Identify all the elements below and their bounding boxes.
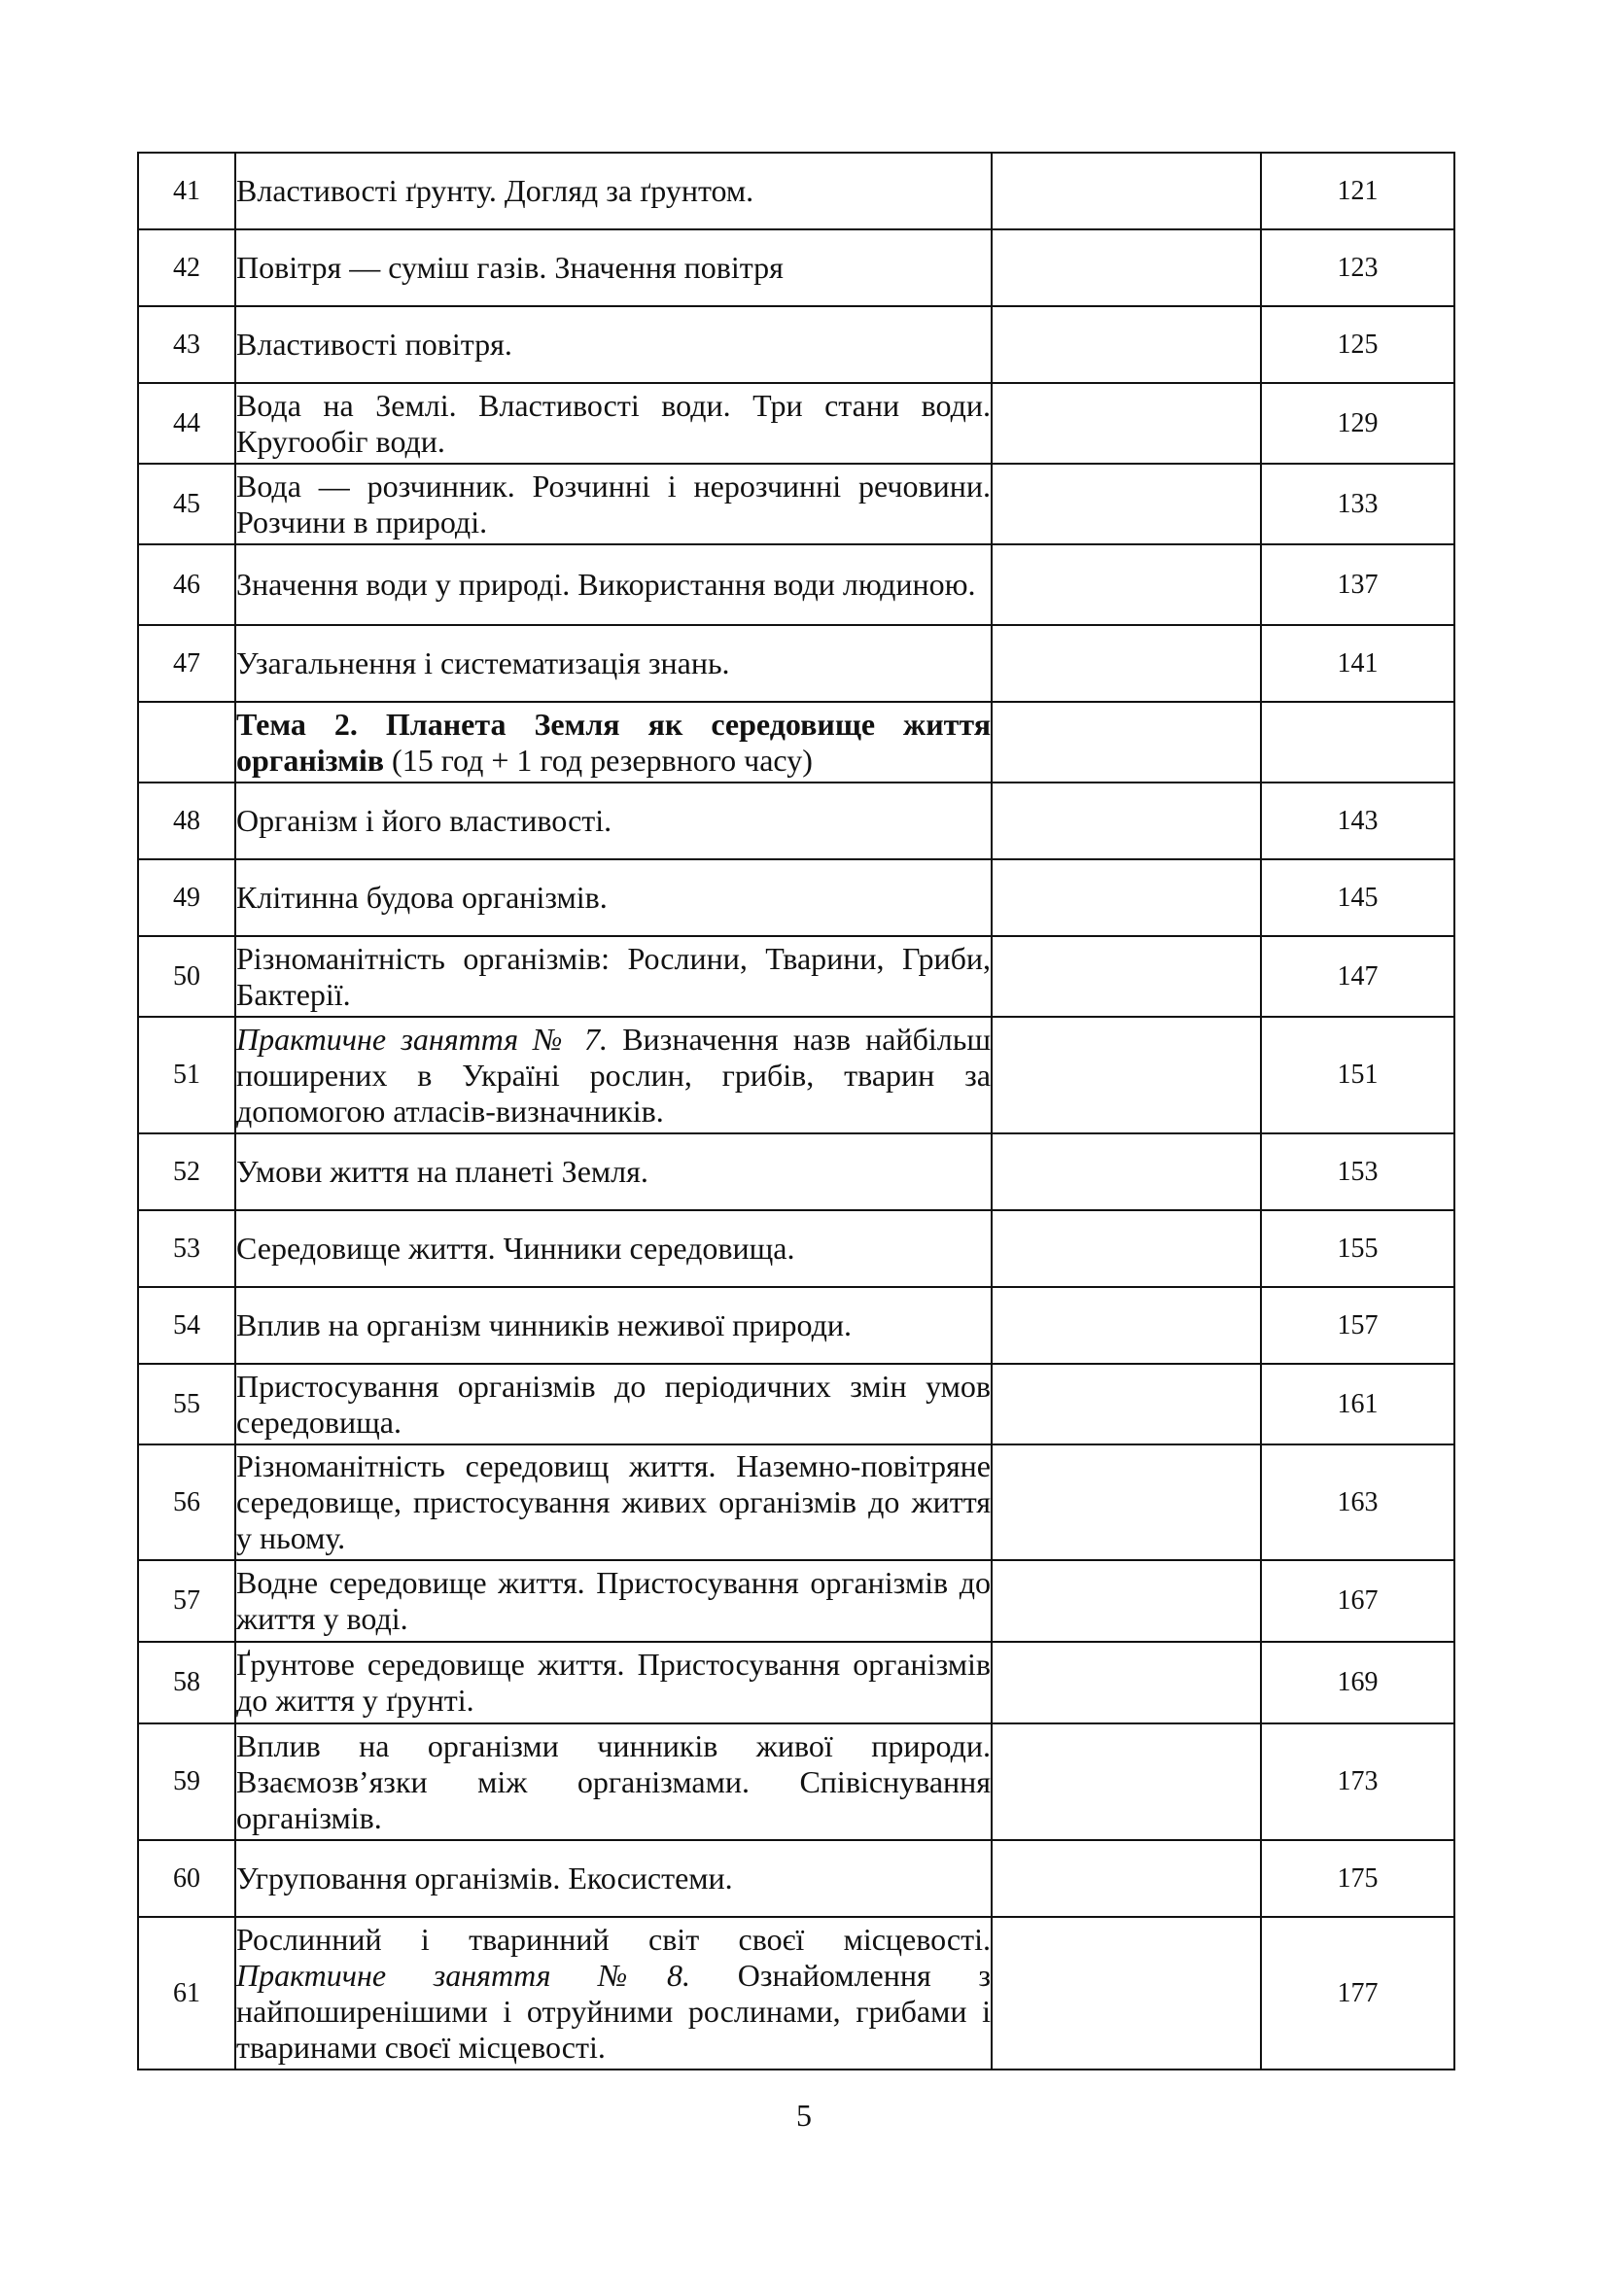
lesson-number: 44 [138,383,235,464]
lesson-number: 56 [138,1444,235,1560]
notes-cell [992,1210,1261,1287]
lesson-title: Значення води у природі. Використання води людиною. [235,544,992,625]
notes-cell [992,1560,1261,1642]
lesson-number: 42 [138,229,235,306]
lesson-number: 45 [138,464,235,544]
lesson-number: 51 [138,1017,235,1133]
lesson-title: Вплив на організм чинників неживої природи. [235,1287,992,1364]
page-ref: 143 [1261,783,1454,859]
page-ref: 177 [1261,1917,1454,2070]
lesson-title: Ґрунтове середовище життя. Пристосування організмів до життя у ґрунті. [235,1642,992,1723]
table-row [138,1917,1454,2070]
lesson-title-start: Рослинний і тваринний світ своєї місцевості. [236,1921,991,1957]
practical-label: Практичне заняття № 7. [236,1021,608,1057]
notes-cell [992,1723,1261,1840]
page-ref: 163 [1261,1444,1454,1560]
table-row [138,1642,1454,1723]
lesson-number: 46 [138,544,235,625]
notes-cell [992,1642,1261,1723]
page-ref: 153 [1261,1133,1454,1210]
page-ref: 125 [1261,306,1454,383]
table-row [138,1017,1454,1133]
notes-cell [992,153,1261,229]
table-row [138,544,1454,625]
notes-cell [992,306,1261,383]
lesson-title: Пристосування організмів до періодичних змін умов середовища. [235,1364,992,1444]
lesson-title-rest: Ознайомлення з найпоширенішими і отруйними рослинами, грибами і тваринами своєї місцевості. [236,1957,992,2065]
lesson-title: Середовище життя. Чинники середовища. [235,1210,992,1287]
lesson-number: 60 [138,1840,235,1917]
notes-cell [992,1133,1261,1210]
lesson-number: 49 [138,859,235,936]
lesson-number: 54 [138,1287,235,1364]
page-ref: 175 [1261,1840,1454,1917]
notes-cell [992,383,1261,464]
lesson-title: Повітря — суміш газів. Значення повітря [235,229,992,306]
lesson-title: Організм і його властивості. [235,783,992,859]
topic-row [138,702,1454,783]
page-ref: 161 [1261,1364,1454,1444]
lesson-number: 48 [138,783,235,859]
table-row [138,306,1454,383]
table-row [138,859,1454,936]
notes-cell [992,936,1261,1017]
lesson-number: 61 [138,1917,235,2070]
page-ref [1261,702,1454,783]
lesson-number: 58 [138,1642,235,1723]
notes-cell [992,625,1261,702]
lesson-number [138,702,235,783]
page-ref: 133 [1261,464,1454,544]
table-row [138,153,1454,229]
lesson-number: 43 [138,306,235,383]
notes-cell [992,702,1261,783]
lesson-title [235,1017,992,1133]
lesson-title [235,1917,992,2070]
lesson-number: 59 [138,1723,235,1840]
notes-cell [992,859,1261,936]
lesson-title: Вода — розчинник. Розчинні і нерозчинні речовини. Розчини в природі. [235,464,992,544]
table-row [138,1287,1454,1364]
table-row [138,1133,1454,1210]
lesson-number: 50 [138,936,235,1017]
page-ref: 121 [1261,153,1454,229]
page-ref: 123 [1261,229,1454,306]
page-ref: 151 [1261,1017,1454,1133]
table-row [138,783,1454,859]
lesson-title: Різноманітність організмів: Рослини, Тварини, Гриби, Бактерії. [235,936,992,1017]
page-ref: 137 [1261,544,1454,625]
table-row [138,1560,1454,1642]
lesson-number: 52 [138,1133,235,1210]
lesson-title: Угруповання організмів. Екосистеми. [235,1840,992,1917]
table-row [138,229,1454,306]
lesson-number: 55 [138,1364,235,1444]
practical-label: Практичне заняття №8. [236,1957,691,1993]
lesson-plan-table [137,152,1455,2070]
notes-cell [992,1840,1261,1917]
notes-cell [992,464,1261,544]
page-ref: 167 [1261,1560,1454,1642]
table-row [138,1444,1454,1560]
notes-cell [992,1287,1261,1364]
page-ref: 141 [1261,625,1454,702]
notes-cell [992,229,1261,306]
page-number: 5 [796,2098,812,2133]
notes-cell [992,1917,1261,2070]
lesson-title: Водне середовище життя. Пристосування організмів до життя у воді. [235,1560,992,1642]
lesson-title-rest: Визначення назв найбільш поширених в Україні рослин, грибів, тварин за допомогою атласів-визначників. [236,1021,992,1129]
lesson-number: 57 [138,1560,235,1642]
lesson-number: 41 [138,153,235,229]
table-row [138,1364,1454,1444]
table-row [138,936,1454,1017]
topic-title-bold: Тема 2. Планета Земля як середовище життя організмів [236,706,991,778]
notes-cell [992,544,1261,625]
table-row [138,625,1454,702]
notes-cell [992,1444,1261,1560]
page-ref: 155 [1261,1210,1454,1287]
page-ref: 129 [1261,383,1454,464]
table-row [138,1210,1454,1287]
notes-cell [992,1017,1261,1133]
page-ref: 147 [1261,936,1454,1017]
page-ref: 173 [1261,1723,1454,1840]
table-row [138,383,1454,464]
lesson-title: Властивості повітря. [235,306,992,383]
lesson-title: Узагальнення і систематизація знань. [235,625,992,702]
lesson-number: 53 [138,1210,235,1287]
table-row [138,1840,1454,1917]
notes-cell [992,1364,1261,1444]
lesson-title: Вода на Землі. Властивості води. Три стани води. Кругообіг води. [235,383,992,464]
page-ref: 157 [1261,1287,1454,1364]
notes-cell [992,783,1261,859]
table-row [138,464,1454,544]
lesson-title: Властивості ґрунту. Догляд за ґрунтом. [235,153,992,229]
lesson-title: Різноманітність середовищ життя. Наземно-повітряне середовище, пристосування живих організмів до життя у ньому. [235,1444,992,1560]
topic-hours: (15 год + 1 год резервного часу) [384,742,813,778]
lesson-number: 47 [138,625,235,702]
table-row [138,1723,1454,1840]
lesson-title: Вплив на організми чинників живої природи. Взаємозв’язки між організмами. Співіснування організмів. [235,1723,992,1840]
lesson-title: Умови життя на планеті Земля. [235,1133,992,1210]
lesson-title: Клітинна будова організмів. [235,859,992,936]
page-ref: 145 [1261,859,1454,936]
topic-title [235,702,992,783]
page-ref: 169 [1261,1642,1454,1723]
